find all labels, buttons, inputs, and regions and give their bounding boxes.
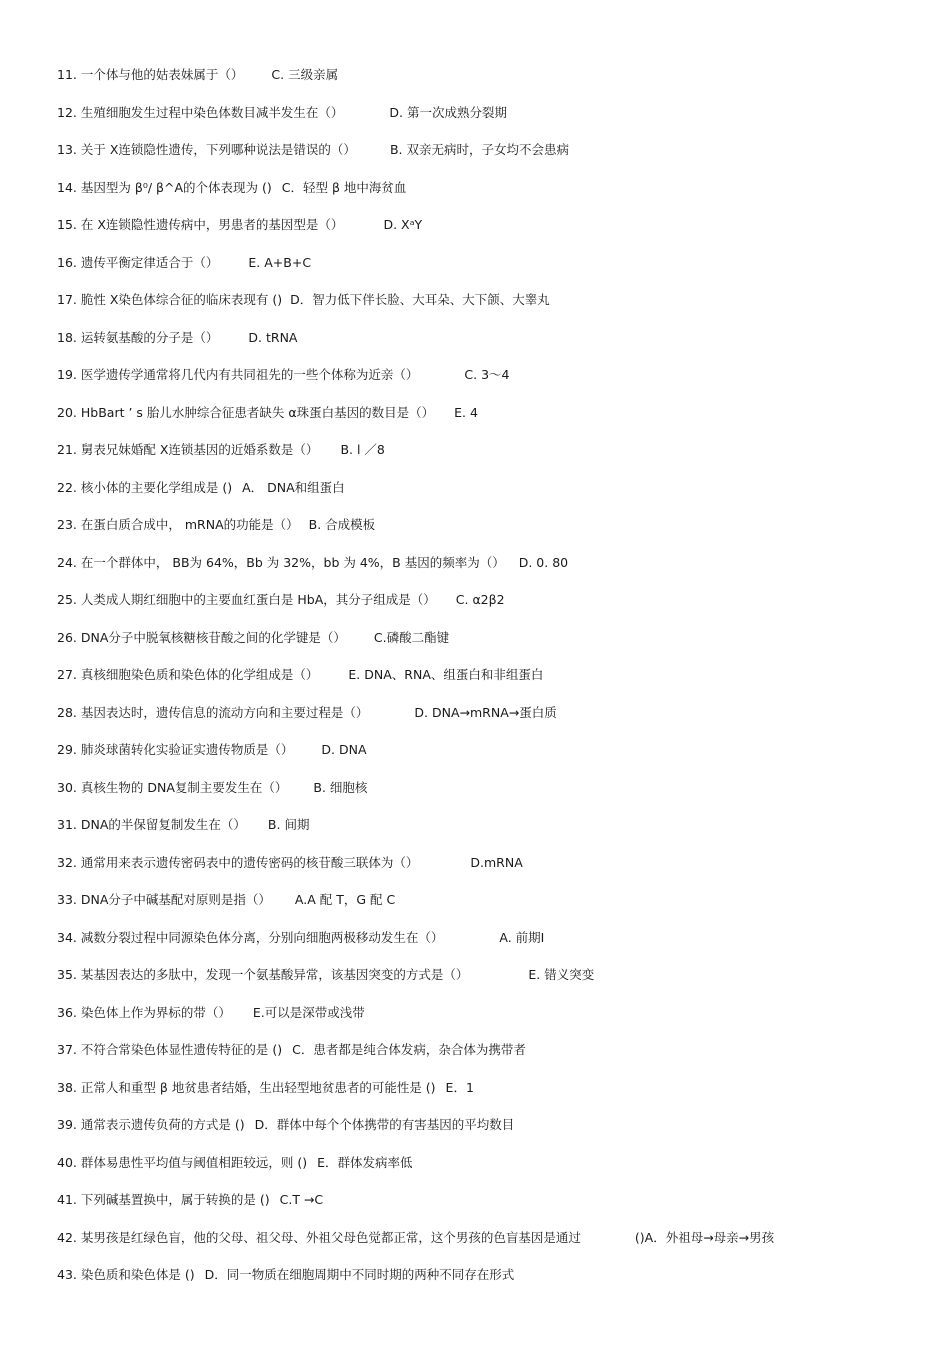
question-answer: ()A．外祖母→母亲→男孩 (634, 1229, 775, 1245)
question-number: 12. (57, 104, 77, 120)
question-item (57, 666, 917, 704)
question-item (57, 816, 917, 854)
question-text: 染色质和染色体是 () (80, 1267, 195, 1282)
question-answer: B. 合成模板 (308, 517, 376, 532)
question-item (57, 291, 917, 329)
question-answer: D. 0. 80 (518, 554, 569, 570)
question-answer: A. 前期Ⅰ (499, 929, 545, 945)
question-number: 42. (57, 1229, 77, 1245)
question-item (57, 366, 917, 404)
question-number: 11. (57, 67, 77, 82)
question-number: 17. (57, 292, 77, 307)
question-text: 遗传平衡定律适合于（） (80, 254, 219, 270)
question-answer: E.可以是深带或浅带 (252, 1004, 365, 1020)
question-number: 30. (57, 779, 77, 795)
question-text: DNA分子中脱氧核糖核苷酸之间的化学键是（） (80, 629, 346, 645)
question-item (57, 329, 917, 367)
question-number: 24. (57, 554, 77, 570)
question-number: 31. (57, 817, 77, 832)
question-text: HbBart ’ s 胎儿水肿综合征患者缺失 α珠蛋白基因的数目是（） (80, 404, 435, 420)
question-answer: E. 4 (454, 404, 478, 420)
question-answer: B. l ／8 (340, 442, 385, 457)
question-text: 下列碱基置换中，属于转换的是 () (80, 1192, 270, 1207)
question-text: DNA分子中碱基配对原则是指（） (80, 892, 271, 907)
question-answer: B. 双亲无病时，子女均不会患病 (389, 142, 569, 157)
question-item (57, 629, 917, 667)
question-number: 16. (57, 254, 77, 270)
question-number: 32. (57, 854, 77, 870)
question-number: 22. (57, 479, 77, 495)
question-number: 38. (57, 1079, 77, 1095)
question-number: 25. (57, 592, 77, 607)
question-item (57, 66, 917, 104)
question-answer: D. tRNA (248, 329, 298, 345)
question-item (57, 1191, 917, 1229)
question-number: 37. (57, 1042, 77, 1057)
question-number: 13. (57, 142, 77, 157)
question-answer: E. DNA、RNA、组蛋白和非组蛋白 (348, 667, 544, 682)
question-text: 脆性 X染色体综合征的临床表现有 () (80, 292, 283, 307)
question-answer: D．同一物质在细胞周期中不同时期的两种不同存在形式 (204, 1267, 515, 1282)
question-answer: C. 三级亲属 (271, 67, 339, 82)
question-text: 核小体的主要化学组成是 () (80, 479, 233, 495)
question-answer: C．轻型 β 地中海贫血 (281, 179, 407, 195)
question-number: 14. (57, 179, 77, 195)
question-text: DNA的半保留复制发生在（） (80, 817, 246, 832)
question-text: 在一个群体中， BB为 64%，Bb 为 32%，bb 为 4%，B 基因的频率为（） (80, 554, 505, 570)
question-answer: D.mRNA (470, 854, 523, 870)
question-number: 29. (57, 742, 77, 757)
question-text: 基因型为 β⁰/ β^A的个体表现为 () (80, 179, 272, 195)
question-text: 运转氨基酸的分子是（） (80, 329, 219, 345)
question-number: 41. (57, 1192, 77, 1207)
question-text: 关于 X连锁隐性遗传，下列哪种说法是错误的（） (80, 142, 356, 157)
question-answer: C.T →C (279, 1192, 324, 1207)
question-text: 生殖细胞发生过程中染色体数目减半发生在（） (80, 104, 344, 120)
question-answer: A.A 配 T，G 配 C (294, 892, 396, 907)
question-number: 20. (57, 404, 77, 420)
question-item (57, 966, 917, 1004)
question-number: 23. (57, 517, 77, 532)
question-number: 34. (57, 929, 77, 945)
question-answer: D．智力低下伴长脸、大耳朵、大下颌、大睾丸 (290, 292, 550, 307)
question-answer: D. DNA (321, 742, 367, 757)
question-item (57, 254, 917, 292)
question-item (57, 1229, 917, 1267)
question-item (57, 179, 917, 217)
question-number: 43. (57, 1267, 77, 1282)
question-item (57, 1041, 917, 1079)
question-number: 15. (57, 217, 77, 232)
question-answer: B. 细胞核 (313, 779, 368, 795)
question-answer: C. 3～4 (464, 367, 510, 382)
question-number: 26. (57, 629, 77, 645)
question-item (57, 929, 917, 967)
question-text: 群体易患性平均值与阈值相距较远，则 () (80, 1154, 308, 1170)
question-text: 在蛋白质合成中， mRNA的功能是（） (80, 517, 299, 532)
question-answer: C. α2β2 (455, 592, 505, 607)
question-text: 肺炎球菌转化实验证实遗传物质是（） (80, 742, 294, 757)
question-text: 染色体上作为界标的带（） (80, 1004, 231, 1020)
question-item (57, 1266, 917, 1304)
question-answer: E．群体发病率低 (317, 1154, 413, 1170)
question-item (57, 704, 917, 742)
question-item (57, 441, 917, 479)
question-text: 基因表达时，遗传信息的流动方向和主要过程是（） (80, 704, 369, 720)
question-answer: E．1 (445, 1079, 474, 1095)
question-item (57, 854, 917, 892)
question-text: 医学遗传学通常将几代内有共同祖先的一些个体称为近亲（） (80, 367, 419, 382)
question-number: 28. (57, 704, 77, 720)
question-answer: D. 第一次成熟分裂期 (389, 104, 507, 120)
question-text: 真核生物的 DNA复制主要发生在（） (80, 779, 288, 795)
question-number: 39. (57, 1117, 77, 1132)
question-answer: E. 错义突变 (528, 967, 595, 982)
question-answer: A． DNA和组蛋白 (242, 479, 345, 495)
question-number: 33. (57, 892, 77, 907)
question-item (57, 554, 917, 592)
question-item (57, 104, 917, 142)
question-list (57, 66, 917, 1304)
question-item (57, 779, 917, 817)
question-text: 某基因表达的多肽中，发现一个氨基酸异常，该基因突变的方式是（） (80, 967, 469, 982)
question-item (57, 516, 917, 554)
question-item (57, 216, 917, 254)
question-text: 真核细胞染色质和染色体的化学组成是（） (80, 667, 319, 682)
question-text: 正常人和重型 β 地贫患者结婚，生出轻型地贫患者的可能性是 () (80, 1079, 436, 1095)
question-text: 不符合常染色体显性遗传特征的是 () (80, 1042, 283, 1057)
question-answer: E. A+B+C (248, 254, 312, 270)
question-number: 35. (57, 967, 77, 982)
question-number: 19. (57, 367, 77, 382)
question-text: 在 X连锁隐性遗传病中，男患者的基因型是（） (80, 217, 344, 232)
question-answer: C．患者都是纯合体发病，杂合体为携带者 (292, 1042, 526, 1057)
question-item (57, 1004, 917, 1042)
question-item (57, 404, 917, 442)
question-number: 21. (57, 442, 77, 457)
question-answer: C.磷酸二酯键 (373, 629, 450, 645)
question-number: 36. (57, 1004, 77, 1020)
question-item (57, 1079, 917, 1117)
question-item (57, 1154, 917, 1192)
question-answer: D．群体中每个个体携带的有害基因的平均数目 (254, 1117, 515, 1132)
question-number: 27. (57, 667, 77, 682)
question-item (57, 141, 917, 179)
question-item (57, 591, 917, 629)
question-text: 某男孩是红绿色盲，他的父母、祖父母、外祖父母色觉都正常，这个男孩的色盲基因是通过 (80, 1229, 581, 1245)
question-text: 通常表示遗传负荷的方式是 () (80, 1117, 245, 1132)
question-item (57, 741, 917, 779)
question-answer: D. DNA→mRNA→蛋白质 (414, 704, 557, 720)
question-number: 40. (57, 1154, 77, 1170)
question-text: 一个体与他的姑表妹属于（） (80, 67, 244, 82)
question-text: 人类成人期红细胞中的主要血红蛋白是 HbA，其分子组成是（） (80, 592, 436, 607)
question-answer: D. XᵃY (383, 217, 423, 232)
question-text: 通常用来表示遗传密码表中的遗传密码的核苷酸三联体为（） (80, 854, 419, 870)
question-item (57, 891, 917, 929)
question-item (57, 1116, 917, 1154)
question-answer: B. 间期 (267, 817, 310, 832)
question-text: 舅表兄妹婚配 X连锁基因的近婚系数是（） (80, 442, 319, 457)
question-text: 减数分裂过程中同源染色体分离，分别向细胞两极移动发生在（） (80, 929, 444, 945)
question-number: 18. (57, 329, 77, 345)
question-item (57, 479, 917, 517)
